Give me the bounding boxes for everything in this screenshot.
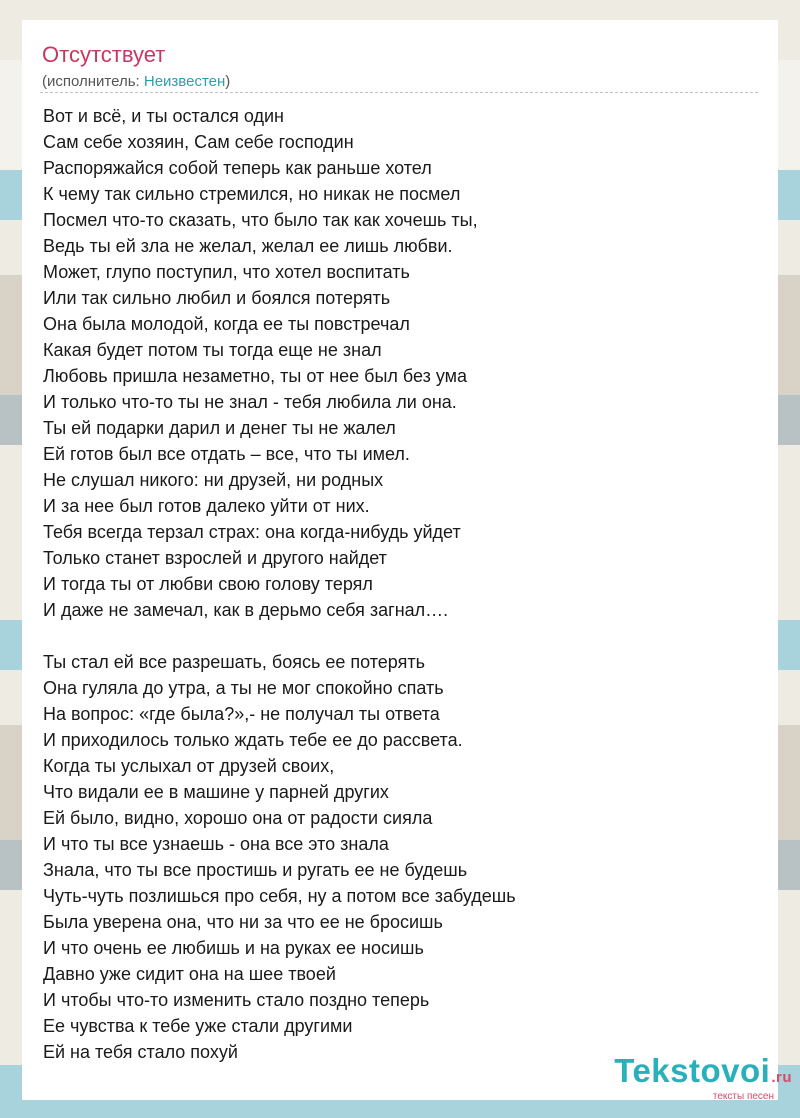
lyric-line: Не слушал никого: ни друзей, ни родных (43, 470, 384, 490)
lyric-line: Распоряжайся собой теперь как раньше хотел (43, 158, 432, 178)
lyric-line: И приходилось только ждать тебе ее до рассвета. (43, 730, 463, 750)
lyric-line: Ей готов был все отдать – все, что ты имел. (43, 444, 410, 464)
logo-name: Tekstovoi (614, 1052, 771, 1089)
lyric-line: Может, глупо поступил, что хотел воспитать (43, 262, 410, 282)
lyric-line: Только станет взрослей и другого найдет (43, 548, 387, 568)
lyrics-card (22, 20, 778, 1100)
site-logo[interactable] (614, 1054, 792, 1102)
lyric-line: И чтобы что-то изменить стало поздно теперь (43, 990, 430, 1010)
lyric-line: И что очень ее любишь и на руках ее носишь (43, 938, 424, 958)
lyric-line: Или так сильно любил и боялся потерять (43, 288, 391, 308)
lyric-line: Сам себе хозяин, Сам себе господин (43, 132, 354, 152)
artist-suffix: ) (225, 73, 231, 90)
lyric-line: Тебя всегда терзал страх: она когда-нибудь уйдет (43, 522, 461, 542)
artist-line (42, 73, 230, 91)
lyric-line: Была уверена она, что ни за что ее не бросишь (43, 912, 443, 932)
lyric-line: Вот и всё, и ты остался один (43, 106, 284, 126)
lyric-line: Чуть-чуть позлишься про себя, ну а потом все забудешь (43, 886, 516, 906)
lyric-line: Какая будет потом ты тогда еще не знал (43, 340, 382, 360)
lyric-line: Ей было, видно, хорошо она от радости сияла (43, 808, 433, 828)
lyric-line: И даже не замечал, как в дерьмо себя загнал…. (43, 600, 449, 620)
lyric-line: К чему так сильно стремился, но никак не посмел (43, 184, 461, 204)
artist-prefix: (исполнитель: (42, 73, 144, 90)
lyric-line: Давно уже сидит она на шее твоей (43, 964, 336, 984)
lyric-line: И за нее был готов далеко уйти от них. (43, 496, 370, 516)
lyric-line: На вопрос: «где была?»,- не получал ты ответа (43, 704, 440, 724)
lyric-line: Знала, что ты все простишь и ругать ее не будешь (43, 860, 468, 880)
lyric-line: Ее чувства к тебе уже стали другими (43, 1016, 353, 1036)
lyric-line: И только что-то ты не знал - тебя любила ли она. (43, 392, 457, 412)
lyric-line: Она была молодой, когда ее ты повстречал (43, 314, 410, 334)
lyric-line: Посмел что-то сказать, что было так как хочешь ты, (43, 210, 478, 230)
lyric-line: Она гуляла до утра, а ты не мог спокойно спать (43, 678, 444, 698)
lyric-line: Ей на тебя стало похуй (43, 1042, 238, 1062)
artist-link[interactable]: Неизвестен (143, 73, 226, 90)
logo-tagline: тексты песен (712, 1091, 774, 1102)
lyric-line: И что ты все узнаешь - она все это знала (43, 834, 389, 854)
lyric-line: Любовь пришла незаметно, ты от нее был без ума (43, 366, 468, 386)
title-divider (40, 92, 758, 93)
lyric-line: Ты ей подарки дарил и денег ты не жалел (43, 418, 396, 438)
lyric-line: И тогда ты от любви свою голову терял (43, 574, 373, 594)
stanza-break (43, 623, 753, 649)
song-title: Отсутствует (42, 42, 166, 67)
lyrics-text (43, 103, 753, 1065)
logo-tld: .ru (771, 1069, 792, 1086)
lyric-line: Когда ты услыхал от друзей своих, (43, 756, 335, 776)
lyric-line: Ты стал ей все разрешать, боясь ее потерять (43, 652, 425, 672)
lyric-line: Что видали ее в машине у парней других (43, 782, 389, 802)
lyric-line: Ведь ты ей зла не желал, желал ее лишь любви. (43, 236, 453, 256)
logo-wordmark (614, 1054, 792, 1095)
